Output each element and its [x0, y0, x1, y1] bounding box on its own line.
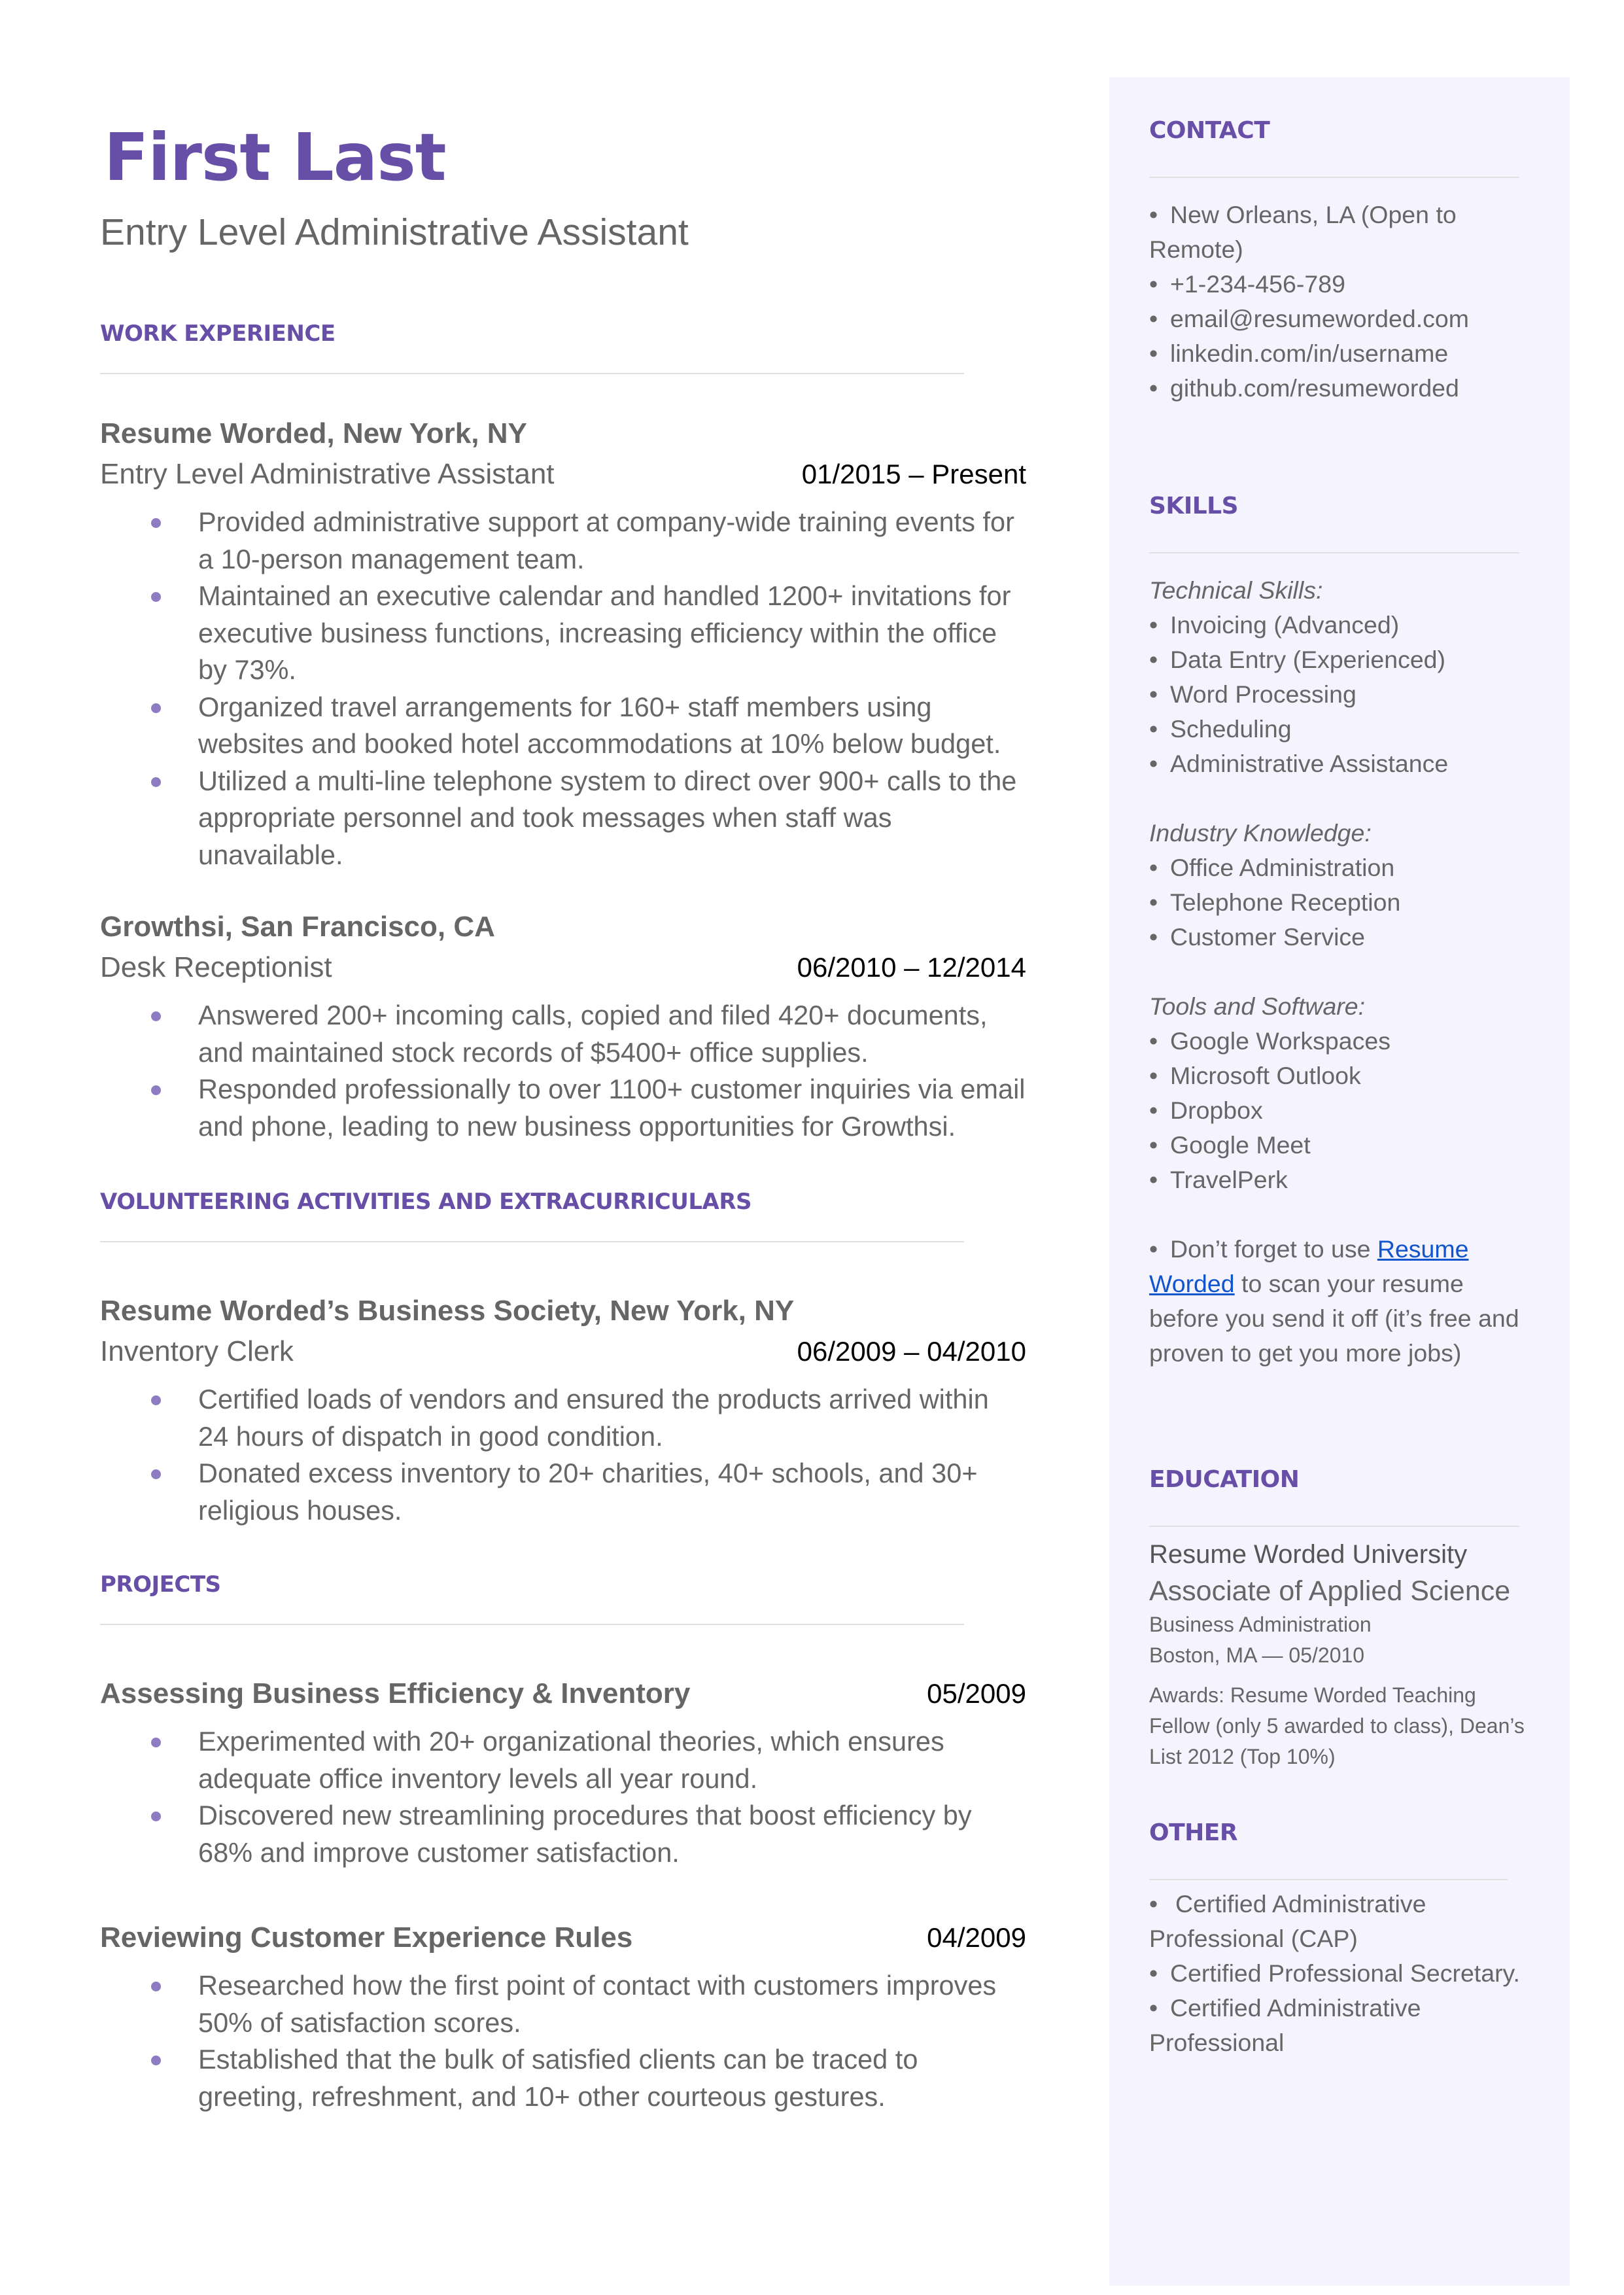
education-location-date: Boston, MA — 05/2010 — [1149, 1643, 1365, 1667]
skills-section — [1149, 493, 1529, 1371]
skill-item: • Microsoft Outlook — [1149, 1059, 1529, 1093]
bullet-icon: • — [1149, 680, 1158, 708]
entry-role-row — [100, 947, 1026, 988]
project-title-row — [100, 1918, 1026, 1958]
bullet-icon: • — [1149, 1131, 1158, 1159]
bullet-item: Maintained an executive calendar and handled 1200+ invitations for executive business functions, increasing efficiency within the office by 73%. — [100, 578, 1026, 689]
education-degree: Associate of Applied Science — [1149, 1575, 1511, 1607]
education-section — [1149, 1467, 1529, 1772]
work-experience-section — [100, 321, 1026, 374]
skills-group — [1149, 573, 1529, 781]
skills-group-label: Industry Knowledge: — [1149, 819, 1372, 847]
skill-item: • Google Workspaces — [1149, 1024, 1529, 1059]
bullet-dot-icon — [151, 1738, 161, 1747]
entry-bullets — [100, 1381, 1026, 1529]
skills-list — [1149, 1024, 1529, 1197]
bullet-icon: • — [1149, 340, 1158, 367]
skill-item: • Office Administration — [1149, 850, 1529, 885]
bullet-icon: • — [1149, 611, 1158, 639]
bullet-icon: • — [1149, 1062, 1158, 1089]
section-divider — [100, 1241, 964, 1242]
contact-github[interactable]: • github.com/resumeworded — [1149, 371, 1529, 406]
project-date: 04/2009 — [927, 1922, 1026, 1953]
bullet-icon: • — [1149, 1027, 1158, 1055]
bullet-item: Provided administrative support at company-wide training events for a 10-person management team. — [100, 504, 1026, 578]
bullet-icon: • — [1149, 270, 1158, 298]
section-heading: PROJECTS — [100, 1571, 221, 1598]
entry-org: Resume Worded, New York, NY — [100, 417, 527, 449]
bullet-dot-icon — [151, 592, 161, 602]
bullet-item: Researched how the first point of contact with customers improves 50% of satisfaction scores. — [100, 1967, 1026, 2041]
contact-list — [1149, 198, 1529, 406]
bullet-item: Organized travel arrangements for 160+ staff members using websites and booked hotel accommodations at 10% below budget. — [100, 689, 1026, 763]
skill-item: • TravelPerk — [1149, 1163, 1529, 1197]
bullet-dot-icon — [151, 2056, 161, 2065]
project-title: Reviewing Customer Experience Rules — [100, 1921, 633, 1953]
other-section — [1149, 1820, 1529, 2060]
skills-group — [1149, 816, 1529, 955]
bullet-icon: • — [1149, 1959, 1158, 1987]
entry-org: Resume Worded’s Business Society, New York, NY — [100, 1295, 795, 1327]
project-title: Assessing Business Efficiency & Inventory — [100, 1677, 691, 1709]
other-item: • Certified Professional Secretary. — [1149, 1956, 1529, 1991]
skills-group-label: Technical Skills: — [1149, 576, 1323, 604]
project-date: 05/2009 — [927, 1678, 1026, 1709]
section-heading: SKILLS — [1149, 493, 1239, 519]
education-entry — [1149, 1536, 1529, 1772]
volunteer-entry — [100, 1291, 1026, 1529]
work-entry — [100, 413, 1026, 873]
education-school: Resume Worded University — [1149, 1540, 1468, 1569]
bullet-dot-icon — [151, 703, 161, 713]
bullet-dot-icon — [151, 518, 161, 528]
skills-group — [1149, 989, 1529, 1197]
project-title-row — [100, 1673, 1026, 1714]
bullet-dot-icon — [151, 1011, 161, 1021]
section-divider — [1149, 1879, 1508, 1880]
section-divider — [1149, 177, 1519, 178]
section-divider — [100, 373, 964, 374]
section-heading: CONTACT — [1149, 117, 1270, 144]
entry-role-row — [100, 1331, 1026, 1372]
entry-role: Inventory Clerk — [100, 1335, 294, 1367]
bullet-icon: • — [1149, 750, 1158, 777]
skill-item: • Google Meet — [1149, 1128, 1529, 1163]
entry-role-row — [100, 454, 1026, 495]
contact-location: • New Orleans, LA (Open to Remote) — [1149, 198, 1529, 267]
bullet-dot-icon — [151, 1469, 161, 1479]
entry-dates: 06/2010 – 12/2014 — [797, 952, 1026, 983]
skill-item: • Scheduling — [1149, 712, 1529, 746]
sidebar — [1109, 77, 1570, 2286]
skills-list — [1149, 850, 1529, 955]
resume-worded-link[interactable]: Resume Worded — [1149, 1235, 1469, 1297]
bullet-icon: • — [1149, 923, 1158, 951]
skill-item: • Word Processing — [1149, 677, 1529, 712]
entry-bullets — [100, 997, 1026, 1145]
entry-role: Entry Level Administrative Assistant — [100, 458, 555, 490]
contact-linkedin[interactable]: • linkedin.com/in/username — [1149, 336, 1529, 371]
contact-section — [1149, 118, 1529, 406]
bullet-item: Discovered new streamlining procedures that boost efficiency by 68% and improve customer satisfaction. — [100, 1797, 1026, 1871]
bullet-dot-icon — [151, 1982, 161, 1991]
bullet-dot-icon — [151, 1395, 161, 1405]
bullet-item: Experimented with 20+ organizational theories, which ensures adequate office inventory levels all year round. — [100, 1723, 1026, 1797]
education-field: Business Administration — [1149, 1613, 1372, 1636]
bullet-icon: • — [1149, 888, 1158, 916]
section-heading: EDUCATION — [1149, 1466, 1300, 1493]
section-divider — [1149, 1526, 1519, 1527]
entry-dates: 06/2009 – 04/2010 — [797, 1336, 1026, 1367]
section-heading: WORK EXPERIENCE — [100, 321, 336, 347]
bullet-item: Responded professionally to over 1100+ customer inquiries via email and phone, leading to new business opportunities for Growthsi. — [100, 1071, 1026, 1145]
bullet-icon: • — [1149, 1166, 1158, 1193]
entry-role: Desk Receptionist — [100, 951, 332, 983]
bullet-item: Utilized a multi-line telephone system to direct over 900+ calls to the appropriate personnel and took messages when staff was unavailable. — [100, 763, 1026, 874]
entry-org: Growthsi, San Francisco, CA — [100, 911, 495, 943]
skill-item: • Invoicing (Advanced) — [1149, 608, 1529, 642]
bullet-item: Donated excess inventory to 20+ charities, 40+ schools, and 30+ religious houses. — [100, 1455, 1026, 1529]
entry-bullets — [100, 1967, 1026, 2115]
bullet-icon: • — [1149, 646, 1158, 673]
section-heading: OTHER — [1149, 1819, 1238, 1846]
bullet-dot-icon — [151, 1812, 161, 1821]
other-list — [1149, 1887, 1529, 2060]
entry-bullets — [100, 1723, 1026, 1871]
entry-bullets — [100, 504, 1026, 873]
projects-section — [100, 1571, 1026, 1625]
contact-email[interactable]: • email@resumeworded.com — [1149, 302, 1529, 336]
section-divider — [100, 1624, 964, 1625]
skills-group-label: Tools and Software: — [1149, 992, 1366, 1020]
entry-dates: 01/2015 – Present — [801, 459, 1026, 489]
bullet-dot-icon — [151, 1085, 161, 1095]
skills-list — [1149, 608, 1529, 781]
skill-item: • Customer Service — [1149, 920, 1529, 955]
bullet-item: Certified loads of vendors and ensured the products arrived within 24 hours of dispatch in good condition. — [100, 1381, 1026, 1455]
project-entry — [100, 1673, 1026, 1871]
education-awards: Awards: Resume Worded Teaching Fellow (only 5 awarded to class), Dean’s List 2012 (Top 10%) — [1149, 1683, 1525, 1768]
bullet-icon: • — [1149, 715, 1158, 743]
candidate-title: Entry Level Administrative Assistant — [100, 211, 689, 253]
bullet-icon: • — [1149, 1890, 1158, 1918]
section-divider — [1149, 552, 1519, 553]
section-heading: VOLUNTEERING ACTIVITIES AND EXTRACURRICULARS — [100, 1189, 752, 1215]
bullet-icon: • — [1149, 201, 1158, 228]
bullet-icon: • — [1149, 305, 1158, 332]
bullet-icon: • — [1149, 1096, 1158, 1124]
skill-item: • Administrative Assistance — [1149, 746, 1529, 781]
bullet-icon: • — [1149, 1994, 1158, 2022]
skill-item: • Dropbox — [1149, 1093, 1529, 1128]
work-entry — [100, 907, 1026, 1145]
bullet-icon: • — [1149, 854, 1158, 881]
candidate-name: First Last — [104, 119, 446, 196]
bullet-dot-icon — [151, 777, 161, 787]
resume-worded-tip: • Don’t forget to use Resume Worded to scan your resume before you send it off (it’s free and proven to get you more jobs) — [1149, 1232, 1529, 1371]
contact-phone: • +1-234-456-789 — [1149, 267, 1529, 302]
bullet-item: Established that the bulk of satisfied clients can be traced to greeting, refreshment, and 10+ other courteous gestures. — [100, 2041, 1026, 2115]
other-item: • Certified Administrative Professional — [1149, 1991, 1529, 2060]
volunteering-section — [100, 1189, 1026, 1242]
skill-item: • Telephone Reception — [1149, 885, 1529, 920]
skill-item: • Data Entry (Experienced) — [1149, 642, 1529, 677]
bullet-icon: • — [1149, 374, 1158, 402]
project-entry — [100, 1918, 1026, 2115]
other-item: • Certified Administrative Professional (CAP) — [1149, 1887, 1529, 1956]
bullet-item: Answered 200+ incoming calls, copied and filed 420+ documents, and maintained stock records of $5400+ office supplies. — [100, 997, 1026, 1071]
tip-list — [1149, 1232, 1529, 1371]
bullet-icon: • — [1149, 1235, 1158, 1263]
